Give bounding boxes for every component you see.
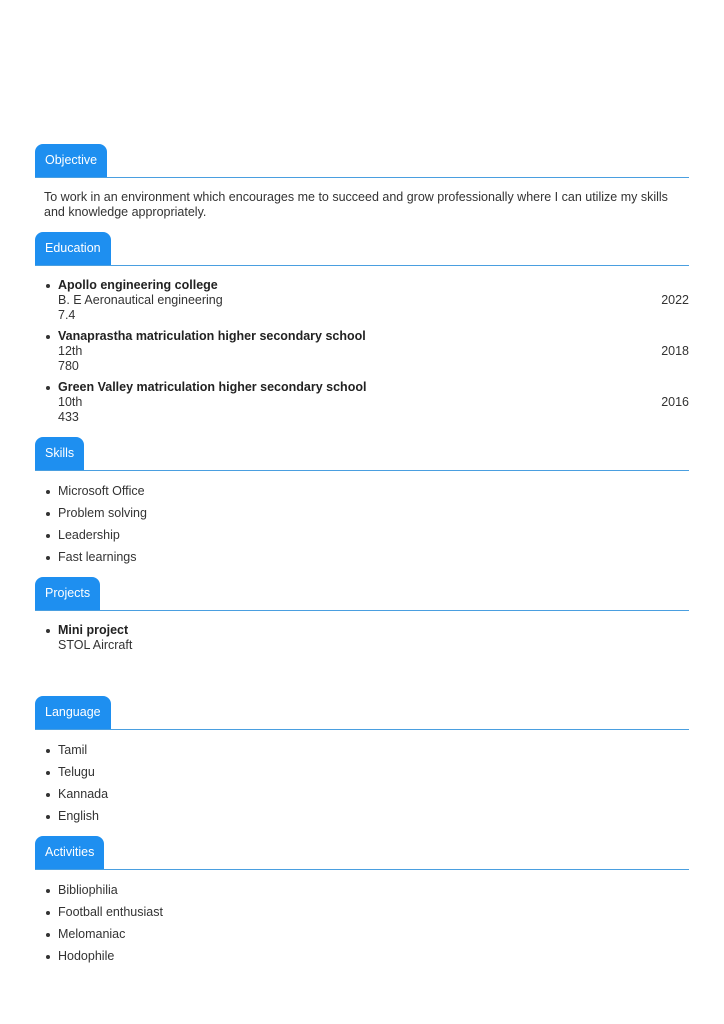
bullet-icon xyxy=(46,534,50,538)
language-header xyxy=(35,696,689,730)
list-item: Melomaniac xyxy=(44,927,689,949)
education-list xyxy=(44,278,689,431)
skills-header xyxy=(35,437,689,471)
education-score: 780 xyxy=(58,359,79,373)
list-item: Telugu xyxy=(44,765,689,787)
education-institution: Apollo engineering college xyxy=(58,278,218,292)
language-section xyxy=(35,696,689,831)
education-year: 2022 xyxy=(661,293,689,307)
education-degree: B. E Aeronautical engineering xyxy=(58,293,223,307)
bullet-icon xyxy=(46,512,50,516)
activities-header xyxy=(35,836,689,870)
language-list xyxy=(44,743,689,831)
list-item: Tamil xyxy=(44,743,689,765)
list-item: Microsoft Office xyxy=(44,484,689,506)
list-item: Leadership xyxy=(44,528,689,550)
list-item: Kannada xyxy=(44,787,689,809)
project-description: STOL Aircraft xyxy=(58,638,133,652)
education-item xyxy=(44,380,689,431)
education-degree: 12th xyxy=(58,344,83,358)
bullet-icon xyxy=(46,749,50,753)
project-name: Mini project xyxy=(58,623,129,637)
bullet-icon xyxy=(46,933,50,937)
bullet-icon xyxy=(46,386,50,390)
education-score: 7.4 xyxy=(58,308,76,322)
bullet-icon xyxy=(46,771,50,775)
bullet-icon xyxy=(46,556,50,560)
education-item xyxy=(44,278,689,329)
list-item: Problem solving xyxy=(44,506,689,528)
project-item xyxy=(44,623,689,653)
activities-section xyxy=(35,836,689,971)
list-item: English xyxy=(44,809,689,831)
projects-heading: Projects xyxy=(35,577,100,610)
objective-header xyxy=(35,144,689,178)
education-institution: Green Valley matriculation higher secondary school xyxy=(58,380,367,394)
objective-section xyxy=(35,144,689,220)
bullet-icon xyxy=(46,889,50,893)
bullet-icon xyxy=(46,815,50,819)
education-section xyxy=(35,232,689,431)
bullet-icon xyxy=(46,955,50,959)
skills-list xyxy=(44,484,689,572)
bullet-icon xyxy=(46,629,50,633)
objective-text: To work in an environment which encourages me to succeed and grow professionally where I can utilize my skills and knowledge appropriately. xyxy=(44,190,668,219)
education-item xyxy=(44,329,689,380)
education-degree: 10th xyxy=(58,395,83,409)
objective-heading: Objective xyxy=(35,144,107,177)
list-item: Fast learnings xyxy=(44,550,689,572)
bullet-icon xyxy=(46,490,50,494)
activities-heading: Activities xyxy=(35,836,104,869)
bullet-icon xyxy=(46,284,50,288)
education-header xyxy=(35,232,689,266)
list-item: Football enthusiast xyxy=(44,905,689,927)
projects-list xyxy=(44,623,689,653)
education-institution: Vanaprastha matriculation higher secondary school xyxy=(58,329,366,343)
skills-heading: Skills xyxy=(35,437,84,470)
education-year: 2018 xyxy=(661,344,689,358)
education-year: 2016 xyxy=(661,395,689,409)
projects-section xyxy=(35,577,689,653)
education-heading: Education xyxy=(35,232,111,265)
education-score: 433 xyxy=(58,410,79,424)
projects-header xyxy=(35,577,689,611)
bullet-icon xyxy=(46,911,50,915)
language-heading: Language xyxy=(35,696,111,729)
activities-list xyxy=(44,883,689,971)
list-item: Bibliophilia xyxy=(44,883,689,905)
bullet-icon xyxy=(46,335,50,339)
bullet-icon xyxy=(46,793,50,797)
list-item: Hodophile xyxy=(44,949,689,971)
skills-section xyxy=(35,437,689,572)
